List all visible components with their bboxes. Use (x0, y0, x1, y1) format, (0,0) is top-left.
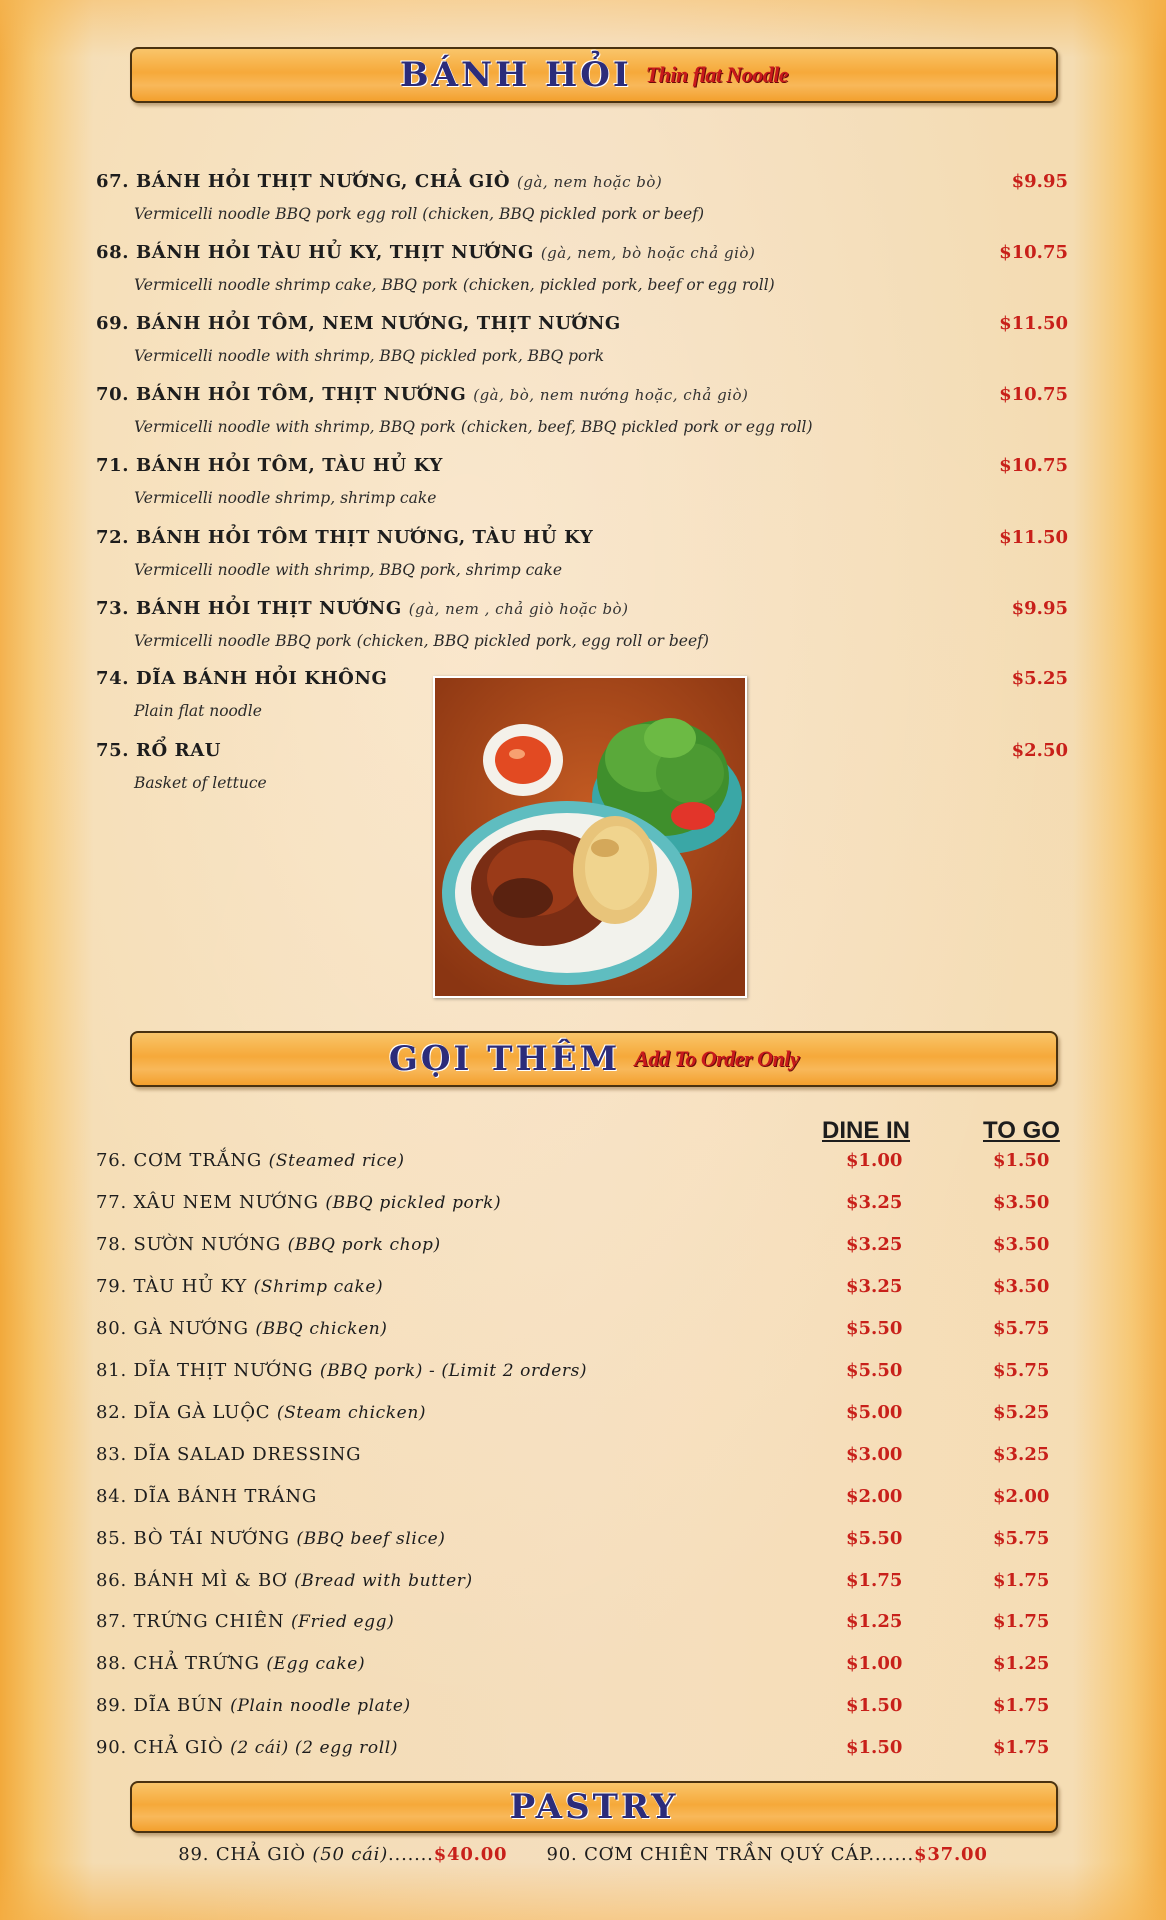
to-go-price: $5.75 (993, 1528, 1050, 1549)
menu-item (96, 455, 1070, 507)
to-go-price: $3.50 (993, 1276, 1050, 1297)
dine-in-price: $5.00 (846, 1402, 903, 1423)
item-price: $9.95 (1011, 598, 1068, 619)
add-on-english: (2 cái) (2 egg roll) (230, 1738, 399, 1758)
pastry-item-english: (50 cái) (312, 1844, 389, 1865)
banh-hoi-subtitle: Thin flat Noodle (645, 62, 789, 87)
dine-in-price: $1.00 (846, 1150, 903, 1171)
pastry-item-price: $40.00 (433, 1844, 508, 1865)
to-go-price: $1.75 (993, 1737, 1050, 1758)
menu-item (96, 384, 1070, 436)
add-on-row (96, 1150, 1076, 1180)
pastry-title: PASTRY (509, 1787, 679, 1827)
add-on-row (96, 1192, 1076, 1222)
dine-in-price: $1.50 (846, 1695, 903, 1716)
item-description: Basket of lettuce (134, 774, 267, 792)
add-on-row (96, 1611, 1076, 1641)
to-go-price: $5.75 (993, 1318, 1050, 1339)
add-on-row (96, 1444, 1076, 1474)
item-description: Vermicelli noodle shrimp, shrimp cake (134, 489, 437, 507)
add-on-name: 89. DĨA BÚN (96, 1695, 224, 1716)
goi-them-title: GỌI THÊM (388, 1039, 621, 1079)
item-note: (gà, nem, bò hoặc chả giò) (540, 244, 756, 262)
item-description: Vermicelli noodle with shrimp, BBQ pickled pork, BBQ pork (134, 347, 605, 365)
add-on-english: (Bread with butter) (294, 1571, 473, 1591)
food-photo-illustration (435, 678, 745, 996)
add-on-english: (Shrimp cake) (253, 1277, 384, 1297)
add-on-name: 86. BÁNH MÌ & BƠ (96, 1570, 288, 1591)
dine-in-price: $3.00 (846, 1444, 903, 1465)
to-go-price: $1.75 (993, 1611, 1050, 1632)
goi-them-banner (130, 1031, 1058, 1087)
pastry-banner (130, 1781, 1058, 1833)
to-go-price: $1.25 (993, 1653, 1050, 1674)
to-go-price: $3.50 (993, 1234, 1050, 1255)
menu-item (96, 598, 1070, 650)
add-on-row (96, 1486, 1076, 1516)
add-on-english: (BBQ pork) - (Limit 2 orders) (319, 1361, 588, 1381)
add-on-row (96, 1402, 1076, 1432)
item-description: Plain flat noodle (134, 702, 262, 720)
add-on-name: 79. TÀU HỦ KY (96, 1276, 248, 1297)
item-name: 67. BÁNH HỎI THỊT NƯỚNG, CHẢ GIÒ (96, 171, 511, 192)
dine-in-price: $1.00 (846, 1653, 903, 1674)
add-on-english: (Fried egg) (290, 1612, 395, 1632)
to-go-price: $5.75 (993, 1360, 1050, 1381)
add-on-row (96, 1318, 1076, 1348)
item-name: 74. DĨA BÁNH HỎI KHÔNG (96, 668, 388, 689)
pastry-item-dots: ....... (868, 1844, 915, 1865)
item-price: $10.75 (999, 384, 1068, 405)
item-name: 70. BÁNH HỎI TÔM, THỊT NƯỚNG (96, 384, 467, 405)
pastry-item-dots: ....... (388, 1844, 434, 1865)
item-note: (gà, nem , chả giò hoặc bò) (408, 600, 629, 618)
add-on-english: (Steam chicken) (276, 1403, 427, 1423)
pastry-item-name: 89. CHẢ GIÒ (178, 1844, 306, 1865)
dine-in-price: $2.00 (846, 1486, 903, 1507)
item-name: 68. BÁNH HỎI TÀU HỦ KY, THỊT NƯỚNG (96, 242, 534, 263)
add-on-row (96, 1276, 1076, 1306)
item-description: Vermicelli noodle BBQ pork (chicken, BBQ pickled pork, egg roll or beef) (134, 632, 709, 650)
menu-item (96, 242, 1070, 294)
item-description: Vermicelli noodle shrimp cake, BBQ pork (chicken, pickled pork, beef or egg roll) (134, 276, 775, 294)
item-price: $9.95 (1011, 171, 1068, 192)
pastry-item-name: 90. CƠM CHIÊN TRẦN QUÝ CÁP (546, 1844, 869, 1865)
to-go-price: $3.25 (993, 1444, 1050, 1465)
dine-in-price: $1.25 (846, 1611, 903, 1632)
add-on-name: 83. DĨA SALAD DRESSING (96, 1444, 362, 1465)
dine-in-price: $3.25 (846, 1276, 903, 1297)
to-go-header: TO GO (983, 1117, 1060, 1144)
add-on-row (96, 1528, 1076, 1558)
item-price: $11.50 (999, 527, 1068, 548)
to-go-price: $3.50 (993, 1192, 1050, 1213)
item-description: Vermicelli noodle with shrimp, BBQ pork (chicken, beef, BBQ pickled pork or egg roll) (134, 418, 813, 436)
banh-hoi-banner (130, 47, 1058, 103)
add-on-row (96, 1570, 1076, 1600)
add-on-row (96, 1653, 1076, 1683)
item-price: $11.50 (999, 313, 1068, 334)
goi-them-subtitle: Add To Order Only (634, 1046, 800, 1071)
menu-item (96, 527, 1070, 579)
item-name: 69. BÁNH HỎI TÔM, NEM NƯỚNG, THỊT NƯỚNG (96, 313, 621, 334)
to-go-price: $2.00 (993, 1486, 1050, 1507)
add-on-english: (BBQ beef slice) (296, 1529, 446, 1549)
item-name: 72. BÁNH HỎI TÔM THỊT NƯỚNG, TÀU HỦ KY (96, 527, 594, 548)
add-on-english: (BBQ chicken) (255, 1319, 388, 1339)
dine-in-price: $3.25 (846, 1234, 903, 1255)
pastry-item-price: $37.00 (914, 1844, 988, 1865)
item-description: Vermicelli noodle with shrimp, BBQ pork, shrimp cake (134, 561, 563, 579)
banh-hoi-title: BÁNH HỎI (399, 55, 632, 95)
dine-in-price: $1.50 (846, 1737, 903, 1758)
menu-item (96, 313, 1070, 365)
add-on-english: (BBQ pork chop) (287, 1235, 441, 1255)
add-on-name: 81. DĨA THỊT NƯỚNG (96, 1360, 314, 1381)
add-on-english: (Plain noodle plate) (230, 1696, 411, 1716)
dine-in-header: DINE IN (822, 1117, 911, 1144)
add-on-name: 84. DĨA BÁNH TRÁNG (96, 1486, 318, 1507)
add-on-name: 76. CƠM TRẮNG (96, 1150, 263, 1171)
item-price: $10.75 (999, 242, 1068, 263)
dine-in-price: $5.50 (846, 1360, 903, 1381)
to-go-price: $1.50 (993, 1150, 1050, 1171)
add-on-name: 80. GÀ NƯỚNG (96, 1318, 249, 1339)
item-name: 73. BÁNH HỎI THỊT NƯỚNG (96, 598, 402, 619)
add-on-row (96, 1737, 1076, 1767)
item-price: $10.75 (999, 455, 1068, 476)
item-price: $5.25 (1011, 668, 1068, 689)
add-on-name: 87. TRỨNG CHIÊN (96, 1611, 285, 1632)
add-on-name: 85. BÒ TÁI NƯỚNG (96, 1528, 290, 1549)
food-photo (433, 676, 747, 998)
to-go-price: $1.75 (993, 1570, 1050, 1591)
add-on-row (96, 1360, 1076, 1390)
add-on-name: 82. DĨA GÀ LUỘC (96, 1402, 271, 1423)
menu-item (96, 171, 1070, 223)
add-on-name: 78. SƯỜN NƯỚNG (96, 1234, 282, 1255)
dine-in-price: $5.50 (846, 1528, 903, 1549)
add-on-english: (BBQ pickled pork) (325, 1193, 502, 1213)
dine-in-price: $1.75 (846, 1570, 903, 1591)
add-on-english: (Steamed rice) (268, 1151, 405, 1171)
add-on-name: 90. CHẢ GIÒ (96, 1737, 224, 1758)
item-name: 71. BÁNH HỎI TÔM, TÀU HỦ KY (96, 455, 443, 476)
add-on-english: (Egg cake) (266, 1654, 366, 1674)
add-on-name: 88. CHẢ TRỨNG (96, 1653, 260, 1674)
to-go-price: $1.75 (993, 1695, 1050, 1716)
item-price: $2.50 (1011, 740, 1068, 761)
add-on-row (96, 1695, 1076, 1725)
item-name: 75. RỔ RAU (96, 740, 222, 761)
item-note: (gà, bò, nem nướng hoặc, chả giò) (473, 386, 749, 404)
to-go-price: $5.25 (993, 1402, 1050, 1423)
add-on-row (96, 1234, 1076, 1264)
item-description: Vermicelli noodle BBQ pork egg roll (chicken, BBQ pickled pork or beef) (134, 205, 705, 223)
dine-in-price: $3.25 (846, 1192, 903, 1213)
dine-in-price: $5.50 (846, 1318, 903, 1339)
pastry-line (0, 1844, 1166, 1865)
item-note: (gà, nem hoặc bò) (517, 173, 663, 191)
add-on-name: 77. XÂU NEM NƯỚNG (96, 1192, 319, 1213)
